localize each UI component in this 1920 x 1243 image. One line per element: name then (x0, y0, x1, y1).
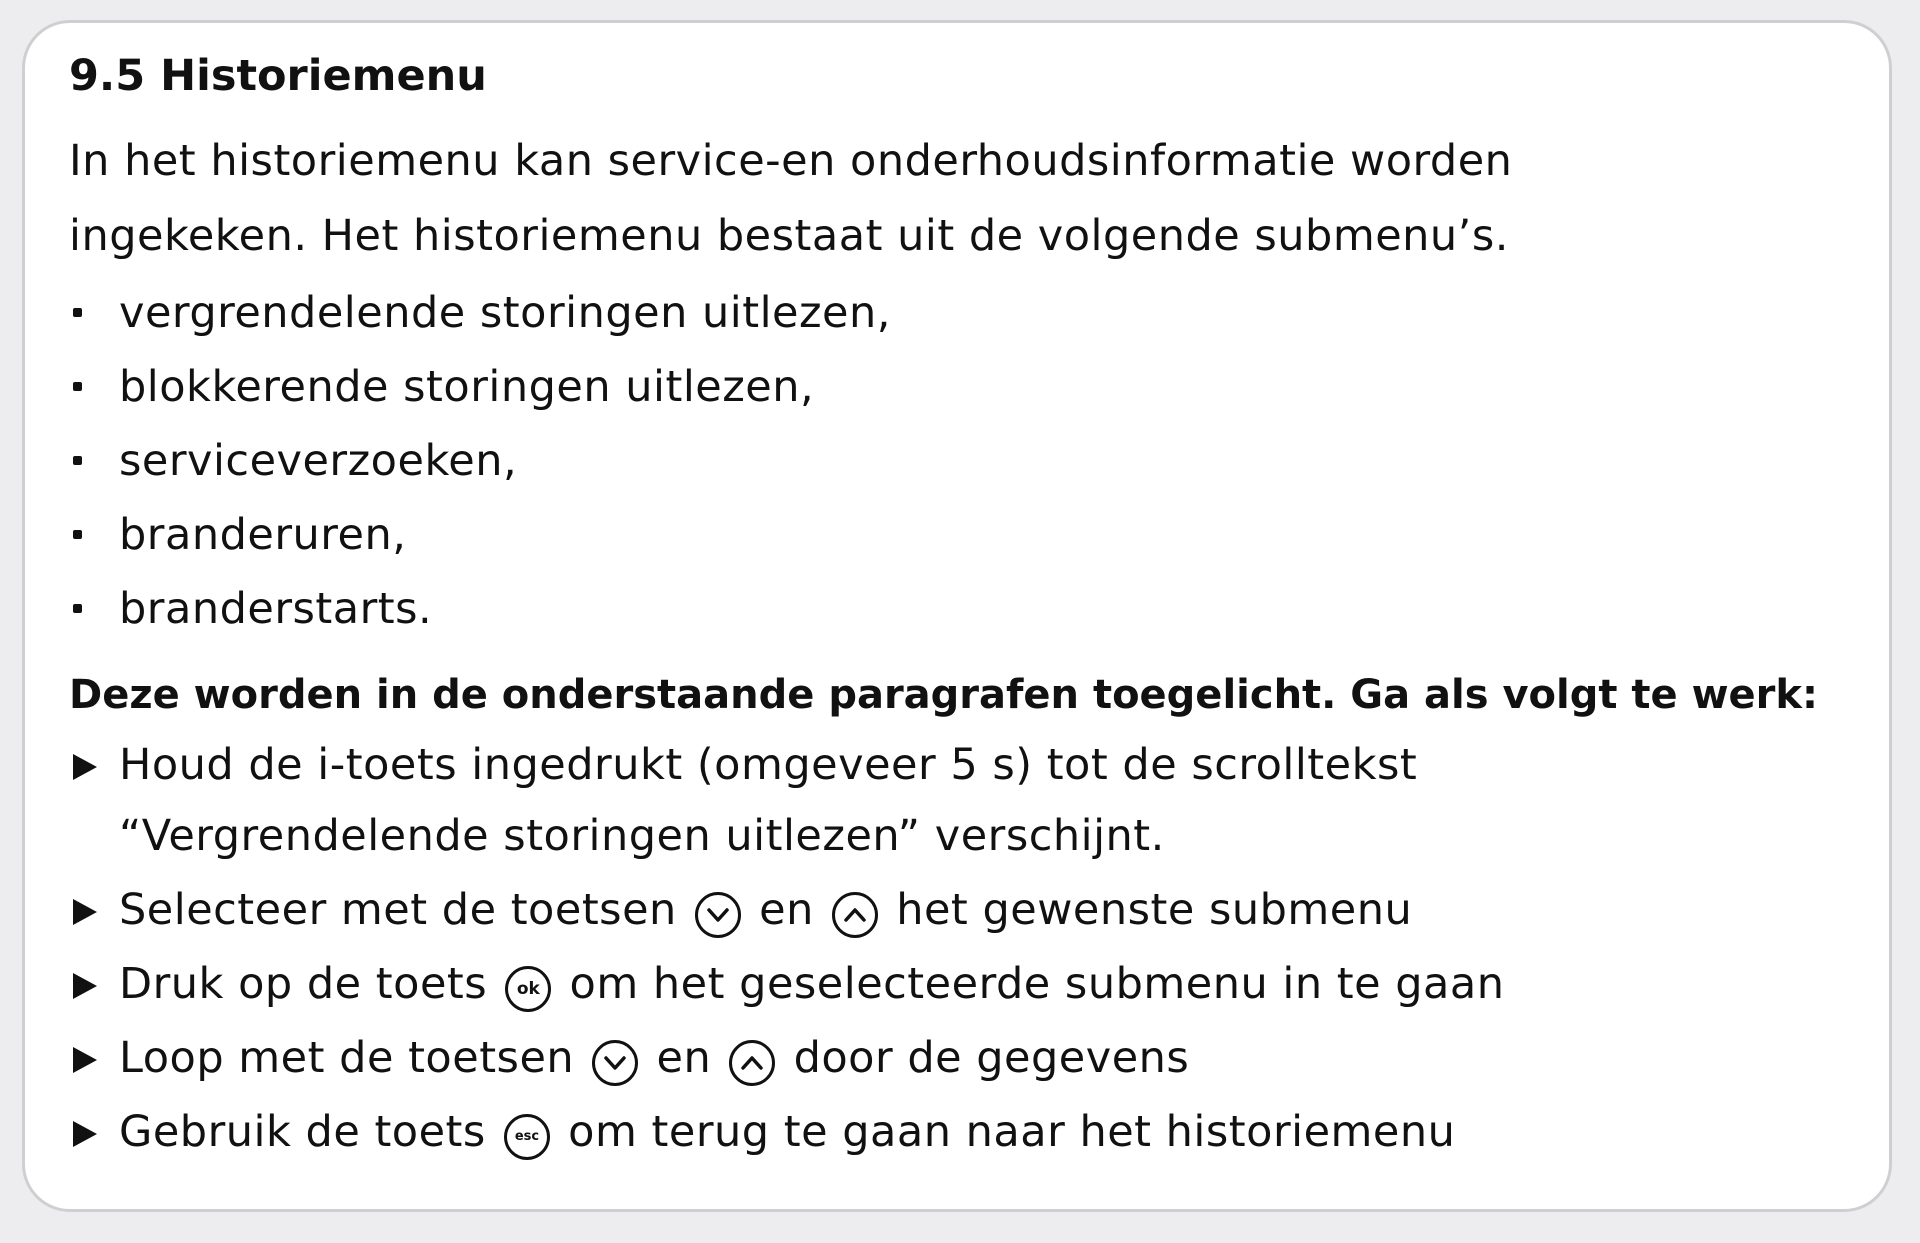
bullet-icon (73, 530, 82, 539)
list-item-text: vergrendelende storingen uitlezen, (119, 288, 891, 338)
bullet-icon (73, 604, 82, 613)
chevron-up-circle-icon (832, 892, 878, 938)
list-item (69, 498, 1889, 572)
step-arrow-icon (73, 1121, 97, 1147)
step-4-text-a: Loop met de toetsen (119, 1033, 575, 1083)
step-5-text-b: om terug te gaan naar het historiemenu (568, 1107, 1456, 1157)
step-arrow-icon (73, 1047, 97, 1073)
submenu-list (69, 276, 1889, 646)
step-2-text-c: het gewenste submenu (896, 885, 1413, 935)
instructions-lead: Deze worden in de onderstaande paragrafen toegelicht. Ga als volgt te werk: (69, 672, 1819, 718)
list-item-text: serviceverzoeken, (119, 436, 518, 486)
ok-key-label: ok (516, 978, 540, 999)
chevron-down-circle-icon (695, 892, 741, 938)
step-4 (69, 1023, 1889, 1094)
manual-section-card (22, 20, 1892, 1212)
step-1 (69, 730, 1889, 872)
step-3-text-b: om het geselecteerde submenu in te gaan (569, 959, 1505, 1009)
section-title: 9.5 Historiemenu (69, 51, 487, 101)
step-arrow-icon (73, 973, 97, 999)
esc-key-label: esc (514, 1128, 540, 1144)
list-item (69, 572, 1889, 646)
intro-line-2: ingekeken. Het historiemenu bestaat uit de volgende submenu’s. (69, 211, 1509, 261)
list-item-text: branderstarts. (119, 584, 433, 634)
step-2-text-a: Selecteer met de toetsen (119, 885, 677, 935)
step-3-text-a: Druk op de toets (119, 959, 488, 1009)
step-arrow-icon (73, 899, 97, 925)
bullet-icon (73, 308, 82, 317)
list-item-text: branderuren, (119, 510, 407, 560)
chevron-up-circle-icon (729, 1040, 775, 1086)
list-item (69, 276, 1889, 350)
step-2-text-b: en (759, 885, 814, 935)
step-5-text-a: Gebruik de toets (119, 1107, 486, 1157)
bullet-icon (73, 382, 82, 391)
intro-line-1: In het historiemenu kan service-en onderhoudsinformatie worden (69, 136, 1513, 186)
list-item (69, 424, 1889, 498)
step-4-text-c: door de gegevens (793, 1033, 1190, 1083)
step-1-line-2: “Vergrendelende storingen uitlezen” verschijnt. (119, 811, 1165, 861)
step-2 (69, 875, 1889, 946)
ok-key-icon (505, 966, 551, 1012)
step-arrow-icon (73, 754, 97, 780)
instruction-steps (69, 730, 1889, 1168)
step-1-line-1: Houd de i-toets ingedrukt (omgeveer 5 s) tot de scrolltekst (119, 740, 1418, 790)
step-5 (69, 1097, 1889, 1168)
bullet-icon (73, 456, 82, 465)
list-item (69, 350, 1889, 424)
intro-paragraph (69, 124, 1889, 274)
chevron-down-circle-icon (592, 1040, 638, 1086)
list-item-text: blokkerende storingen uitlezen, (119, 362, 815, 412)
step-4-text-b: en (656, 1033, 712, 1083)
step-3 (69, 949, 1889, 1020)
esc-key-icon (504, 1114, 550, 1160)
